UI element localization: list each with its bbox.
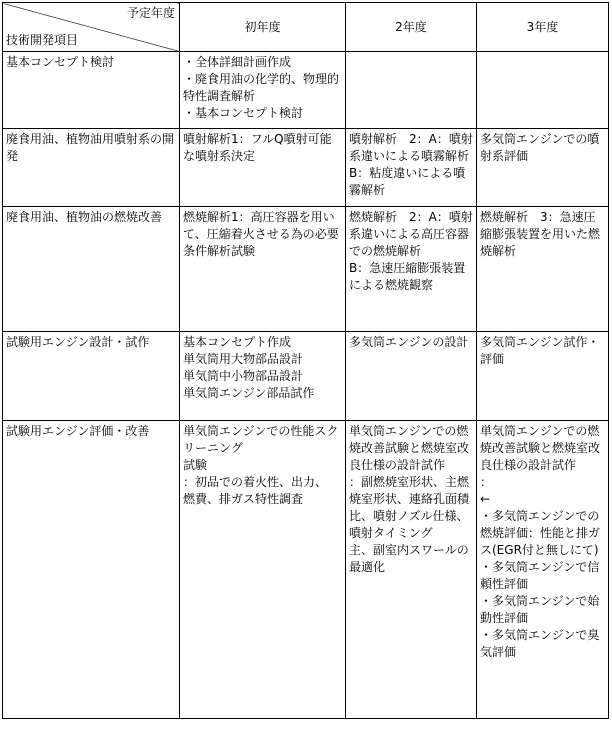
year-2-plan-cell	[346, 129, 477, 207]
plan-text-line: ：初品での着火性、出力、	[183, 475, 328, 489]
plan-text-line: 多気筒エンジン試作・評価	[480, 335, 600, 366]
year-3-header: 3年度	[477, 3, 609, 52]
plan-text-line: 単気筒エンジンでの燃焼改善試験と燃焼室改良仕様の設計試作	[480, 424, 601, 472]
plan-text-line: 噴射解析 2：A：噴射系違いによる噴霧解析	[349, 132, 473, 163]
plan-text-line: ←	[480, 492, 491, 506]
table-row	[3, 207, 609, 332]
plan-text-line: 燃費、排ガス特性調査	[183, 492, 304, 506]
development-item-cell: 試験用エンジン設計・試作	[3, 332, 180, 421]
year-1-plan-cell	[180, 332, 346, 421]
plan-text-line: 燃焼解析 2：A：噴射系違いによる高圧容器での燃焼解析	[349, 210, 473, 258]
plan-text-line: 主、副室内スワールの最適化	[349, 543, 469, 574]
year-3-plan-cell	[477, 332, 609, 421]
plan-text-line: 単気筒用大物部品設計	[183, 352, 304, 366]
year-3-plan-cell	[477, 207, 609, 332]
table-row	[3, 332, 609, 421]
table-row	[3, 52, 609, 129]
plan-text-line: 単気筒エンジンでの性能スクリーニング	[183, 424, 339, 455]
year-1-plan-cell	[180, 129, 346, 207]
plan-text-line: ・基本コンセプト検討	[183, 106, 304, 120]
year-1-plan-cell	[180, 207, 346, 332]
plan-text-line: 噴射解析1：フルQ噴射可能な噴射系決定	[183, 132, 332, 163]
development-item-cell: 試験用エンジン評価・改善	[3, 421, 180, 719]
table-row	[3, 129, 609, 207]
table-row	[3, 421, 609, 719]
year-2-plan-cell	[346, 52, 477, 129]
plan-text-line: ・多気筒エンジンでの燃焼評価：性能と排ガス(EGR付と無しにて)	[480, 509, 601, 557]
plan-text-line: 多気筒エンジンの設計	[349, 335, 469, 349]
plan-text-line: 多気筒エンジンでの噴射系評価	[480, 132, 600, 163]
plan-text-line: ・多気筒エンジンで始動性評価	[480, 594, 600, 625]
plan-text-line: ・全体詳細計画作成	[183, 55, 292, 69]
development-item-cell: 廃食用油、植物油の燃焼改善	[3, 207, 180, 332]
header-row	[3, 3, 609, 52]
plan-text-line: ：副燃焼室形状、主燃焼室形状、連絡孔面積比、噴射ノズル仕様、噴射タイミング	[349, 475, 470, 540]
year-3-plan-cell	[477, 129, 609, 207]
year-3-plan-cell	[477, 421, 609, 719]
plan-text-line: ・多気筒エンジンで信頼性評価	[480, 560, 600, 591]
year-2-plan-cell	[346, 332, 477, 421]
year-1-plan-cell	[180, 421, 346, 719]
scheduled-year-label: 予定年度	[126, 6, 175, 20]
development-item-cell: 基本コンセプト検討	[3, 52, 180, 129]
plan-text-line: ：	[480, 475, 493, 489]
plan-text-line: 燃焼解析1：高圧容器を用いて、圧縮着火させる為の必要条件解析試験	[183, 210, 339, 258]
plan-text-line: 燃焼解析 3：急速圧縮膨張装置を用いた燃焼解析	[480, 210, 601, 258]
plan-text-line: 単気筒エンジン部品試作	[183, 386, 315, 400]
year-2-plan-cell	[346, 421, 477, 719]
plan-text-line: ・廃食用油の化学的、物理的特性調査解析	[183, 72, 340, 103]
plan-text-line: B：粘度違いによる噴霧解析	[349, 166, 466, 197]
plan-text-line: 基本コンセプト作成	[183, 335, 292, 349]
development-item-cell: 廃食用油、植物油用噴射系の開発	[3, 129, 180, 207]
plan-text-line: ・多気筒エンジンで臭気評価	[480, 628, 600, 659]
year-3-plan-cell	[477, 52, 609, 129]
year-2-plan-cell	[346, 207, 477, 332]
plan-text-line: 試験	[183, 458, 208, 472]
year-1-header: 初年度	[180, 3, 346, 52]
development-item-label: 技術開発項目	[6, 33, 79, 47]
year-2-header: 2年度	[346, 3, 477, 52]
plan-text-line: 単気筒エンジンでの燃焼改善試験と燃焼室改良仕様の設計試作	[349, 424, 470, 472]
corner-header-cell	[3, 3, 180, 52]
year-1-plan-cell	[180, 52, 346, 129]
plan-text-line: B：急速圧縮膨張装置による燃焼観察	[349, 261, 466, 292]
development-schedule-table	[2, 2, 609, 719]
plan-text-line: 単気筒中小物部品設計	[183, 369, 304, 383]
